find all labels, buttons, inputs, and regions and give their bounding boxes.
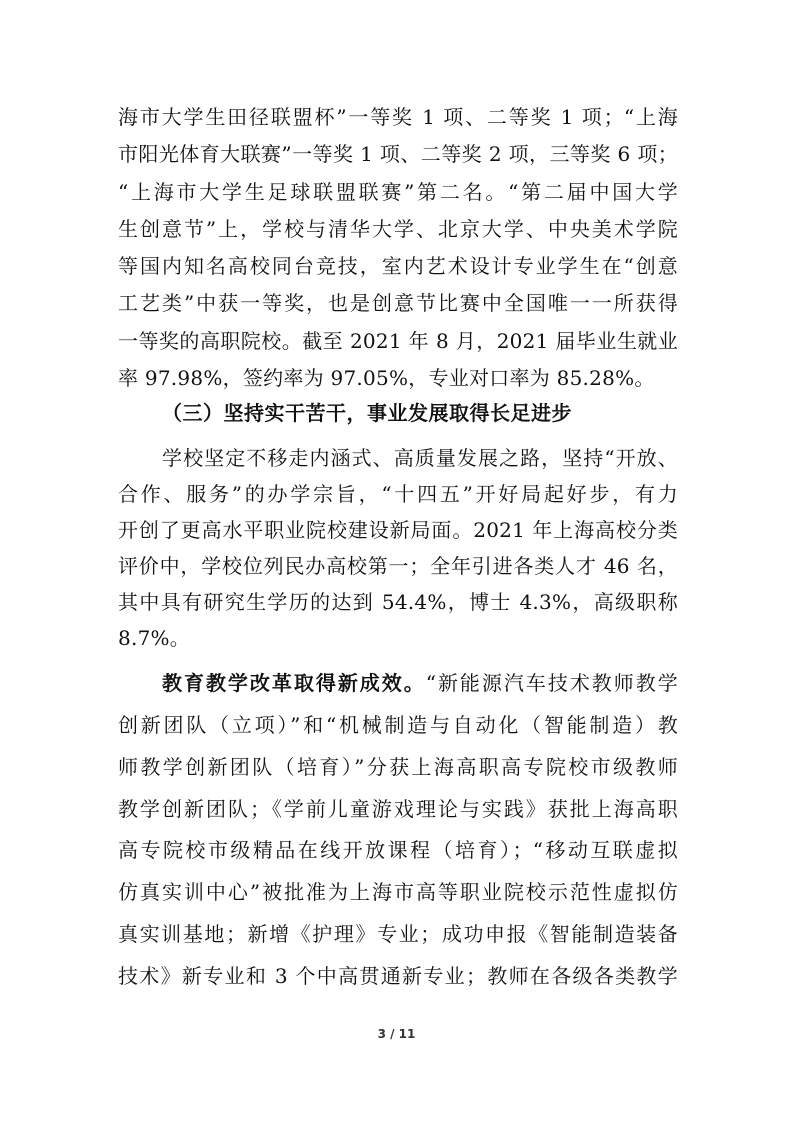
paragraph-line: 教学创新团队；《学前儿童游戏理论与实践》获批上海高职 (118, 797, 678, 821)
paragraph-line: 工艺类”中获一等奖，也是创意节比赛中全国唯一一所获得 (118, 291, 678, 315)
paragraph-line: 率 97.98%，签约率为 97.05%，专业对口率为 85.28%。 (118, 366, 655, 390)
section-heading: （三）坚持实干苦干，事业发展取得长足进步 (162, 401, 572, 425)
paragraph-line (162, 671, 678, 695)
paragraph-line: 高专院校市级精品在线开放课程（培育）；“移动互联虚拟 (118, 838, 678, 862)
paragraph-line: 市阳光体育大联赛”一等奖 1 项、二等奖 2 项，三等奖 6 项； (118, 142, 678, 166)
paragraph-line: 合作、服务”的办学宗旨，“十四五”开好局起好步，有力 (118, 482, 678, 506)
paragraph-line: 仿真实训中心”被批准为上海市高等职业院校示范性虚拟仿 (118, 880, 678, 904)
paragraph-line: 8.7%。 (118, 626, 191, 650)
paragraph-line: 等国内知名高校同台竞技，室内艺术设计专业学生在“创意 (118, 254, 678, 278)
paragraph-line: 海市大学生田径联盟杯”一等奖 1 项、二等奖 1 项；“上海 (118, 105, 678, 129)
paragraph-line: 技术》新专业和 3 个中高贯通新专业；教师在各级各类教学 (118, 964, 678, 988)
paragraph-line: 开创了更高水平职业院校建设新局面。2021 年上海高校分类 (118, 518, 678, 542)
paragraph-line: 评价中，学校位列民办高校第一；全年引进各类人才 46 名， (118, 554, 678, 578)
paragraph-lead: 教育教学改革取得新成效。 (162, 671, 426, 695)
paragraph-line: 师教学创新团队（培育）”分获上海高职高专院校市级教师 (118, 755, 678, 779)
paragraph-line: 其中具有研究生学历的达到 54.4%，博士 4.3%，高级职称 (118, 590, 678, 614)
page-number: 3 / 11 (377, 1027, 416, 1041)
paragraph-line: 真实训基地；新增《护理》专业；成功申报《智能制造装备 (118, 922, 678, 946)
paragraph-line: “上海市大学生足球联盟联赛”第二名。“第二届中国大学 (118, 180, 678, 204)
paragraph-lead-rest: “新能源汽车技术教师教学 (425, 671, 678, 695)
paragraph-line: 学校坚定不移走内涵式、高质量发展之路，坚持“开放、 (162, 446, 678, 470)
paragraph-line: 生创意节”上，学校与清华大学、北京大学、中央美术学院 (118, 217, 678, 241)
paragraph-line: 创新团队（立项）”和“机械制造与自动化（智能制造）教 (118, 713, 678, 737)
paragraph-line: 一等奖的高职院校。截至 2021 年 8 月，2021 届毕业生就业 (118, 329, 678, 353)
